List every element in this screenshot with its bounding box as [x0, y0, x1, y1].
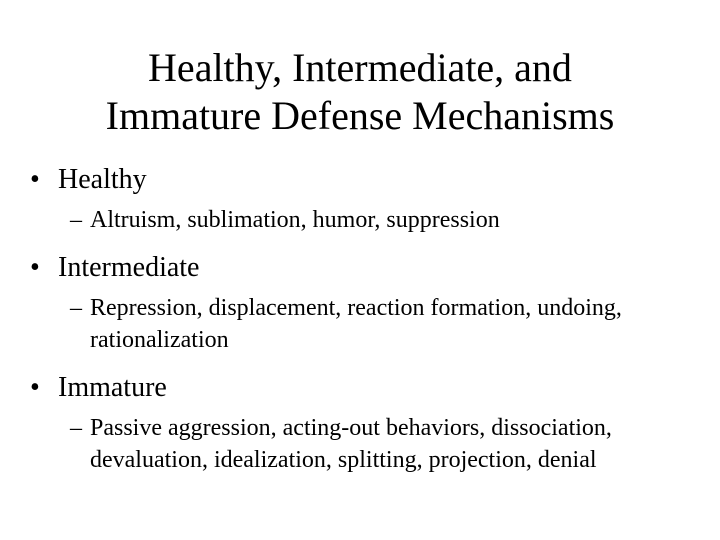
- bullet-list: [30, 162, 690, 490]
- slide-title-line-2: Immature Defense Mechanisms: [105, 93, 615, 138]
- bullet-dot-icon: •: [30, 164, 40, 195]
- sub-bullet-text: Repression, displacement, reaction formation, undoing, rationalization: [90, 295, 622, 353]
- sub-bullet-item: [30, 292, 690, 356]
- bullet-dot-icon: •: [30, 372, 40, 403]
- dash-icon: –: [70, 295, 82, 321]
- bullet-group-immature: [30, 370, 690, 476]
- slide-title-line-1: Healthy, Intermediate, and: [148, 45, 572, 90]
- bullet-item: [30, 162, 690, 198]
- bullet-group-healthy: [30, 162, 690, 236]
- bullet-item: [30, 250, 690, 286]
- bullet-item: [30, 370, 690, 406]
- bullet-heading: Immature: [58, 372, 167, 403]
- slide-title: [0, 44, 720, 140]
- bullet-heading: Healthy: [58, 164, 147, 195]
- sub-bullet-text: Passive aggression, acting-out behaviors, dissociation, devaluation, idealization, splitting, projection, denial: [90, 415, 612, 473]
- sub-bullet-item: [30, 412, 690, 476]
- sub-bullet-item: [30, 204, 690, 236]
- dash-icon: –: [70, 207, 82, 233]
- bullet-group-intermediate: [30, 250, 690, 356]
- sub-bullet-text: Altruism, sublimation, humor, suppression: [90, 207, 500, 233]
- bullet-dot-icon: •: [30, 252, 40, 283]
- bullet-heading: Intermediate: [58, 252, 200, 283]
- dash-icon: –: [70, 415, 82, 441]
